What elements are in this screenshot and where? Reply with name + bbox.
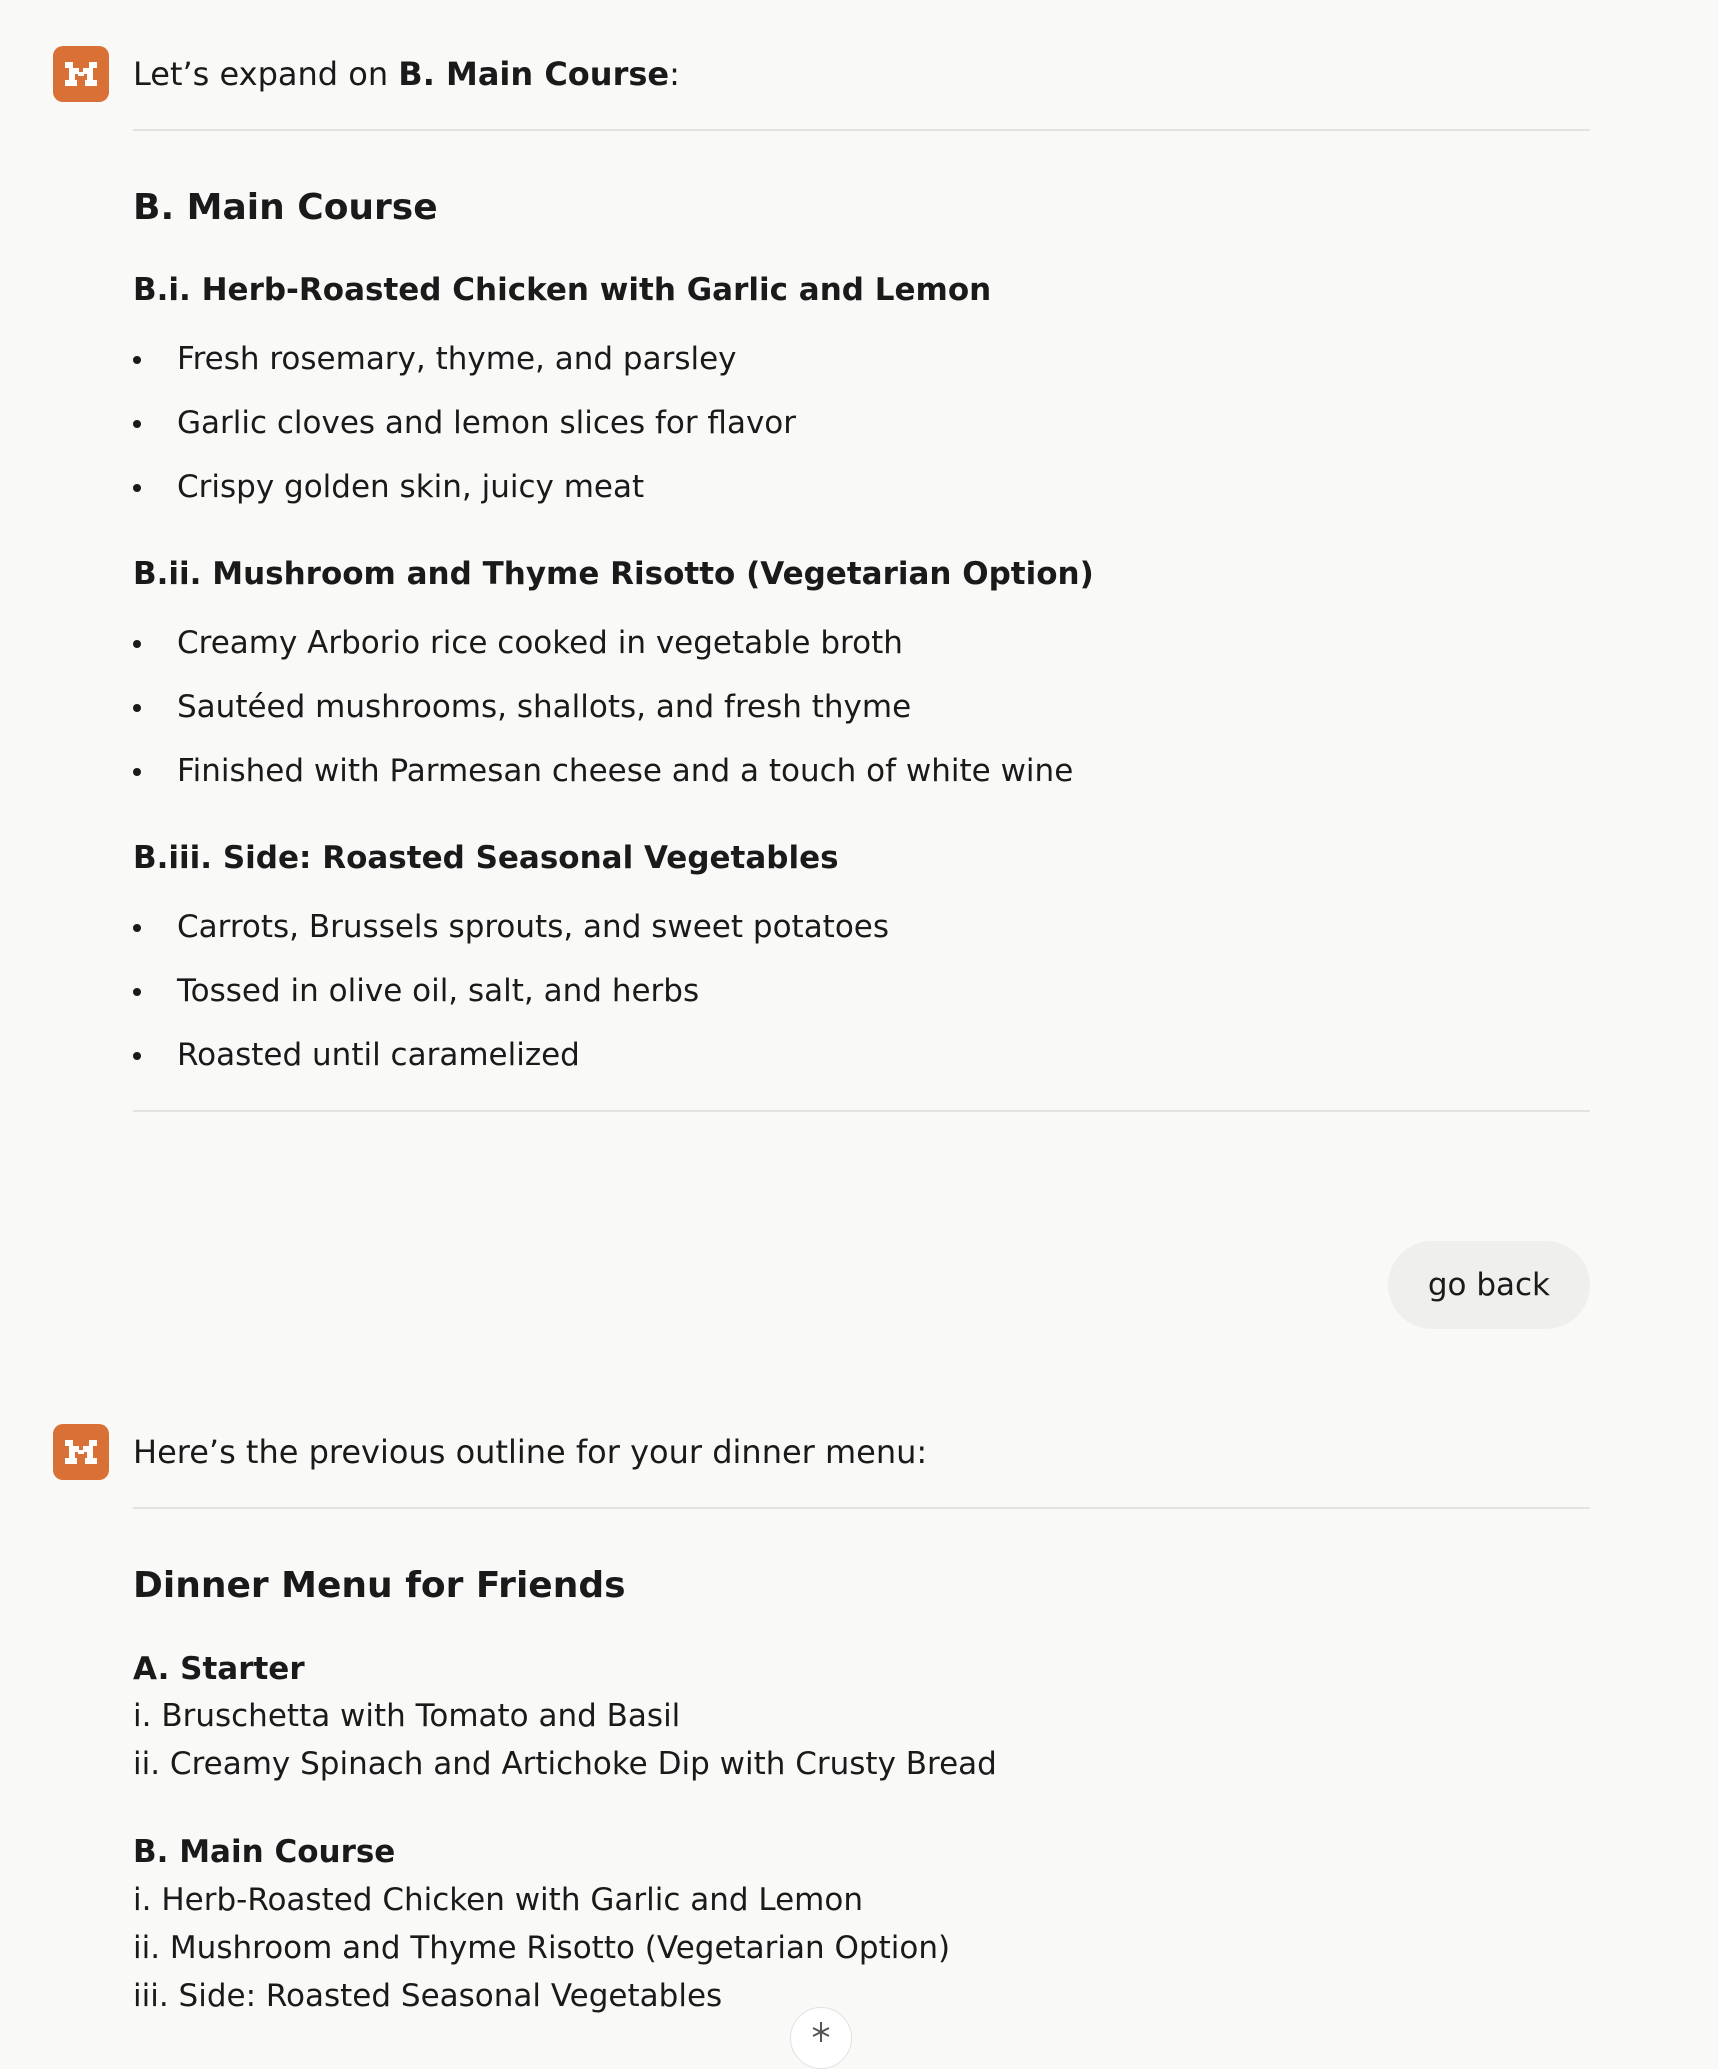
user-message-bubble: go back [1388, 1241, 1590, 1329]
subsection-title: B.ii. Mushroom and Thyme Risotto (Vegetarian Option) [133, 556, 1094, 592]
list-item: i. Herb-Roasted Chicken with Garlic and Lemon [133, 1882, 863, 1918]
subsection-title: B.i. Herb-Roasted Chicken with Garlic and Lemon [133, 272, 992, 308]
starter-title: A. Starter [133, 1651, 305, 1687]
menu-heading: Dinner Menu for Friends [133, 1565, 626, 1606]
divider [133, 1110, 1590, 1112]
list-item: ii. Creamy Spinach and Artichoke Dip with Crusty Bread [133, 1746, 997, 1782]
list-item: Sautéed mushrooms, shallots, and fresh thyme [133, 687, 1073, 751]
list-item: Fresh rosemary, thyme, and parsley [133, 339, 796, 403]
list-item: Crispy golden skin, juicy meat [133, 467, 796, 531]
main-course-title: B. Main Course [133, 1834, 396, 1870]
list-item: Roasted until caramelized [133, 1035, 889, 1099]
bullet-list [133, 339, 796, 531]
scroll-down-icon [809, 2022, 833, 2042]
list-item: Carrots, Brussels sprouts, and sweet potatoes [133, 907, 889, 971]
subsection-title: B.iii. Side: Roasted Seasonal Vegetables [133, 840, 839, 876]
list-item: iii. Side: Roasted Seasonal Vegetables [133, 1978, 723, 2014]
assistant-avatar-icon [53, 1424, 109, 1480]
list-item: Tossed in olive oil, salt, and herbs [133, 971, 889, 1035]
divider [133, 1507, 1590, 1509]
section-heading: B. Main Course [133, 187, 438, 228]
assistant-avatar-icon [53, 46, 109, 102]
divider [133, 129, 1590, 131]
assistant-intro-1: Let’s expand on B. Main Course: [133, 55, 680, 93]
assistant-intro-2: Here’s the previous outline for your dinner menu: [133, 1433, 928, 1471]
list-item: Garlic cloves and lemon slices for flavor [133, 403, 796, 467]
starter-list [133, 1692, 997, 1788]
list-item: ii. Mushroom and Thyme Risotto (Vegetarian Option) [133, 1930, 951, 1966]
main-course-list [133, 1876, 950, 2020]
bullet-list [133, 907, 889, 1099]
bullet-list [133, 623, 1073, 815]
list-item: Creamy Arborio rice cooked in vegetable broth [133, 623, 1073, 687]
scroll-down-button[interactable] [790, 2007, 852, 2069]
list-item: Finished with Parmesan cheese and a touch of white wine [133, 751, 1073, 815]
list-item: i. Bruschetta with Tomato and Basil [133, 1698, 681, 1734]
